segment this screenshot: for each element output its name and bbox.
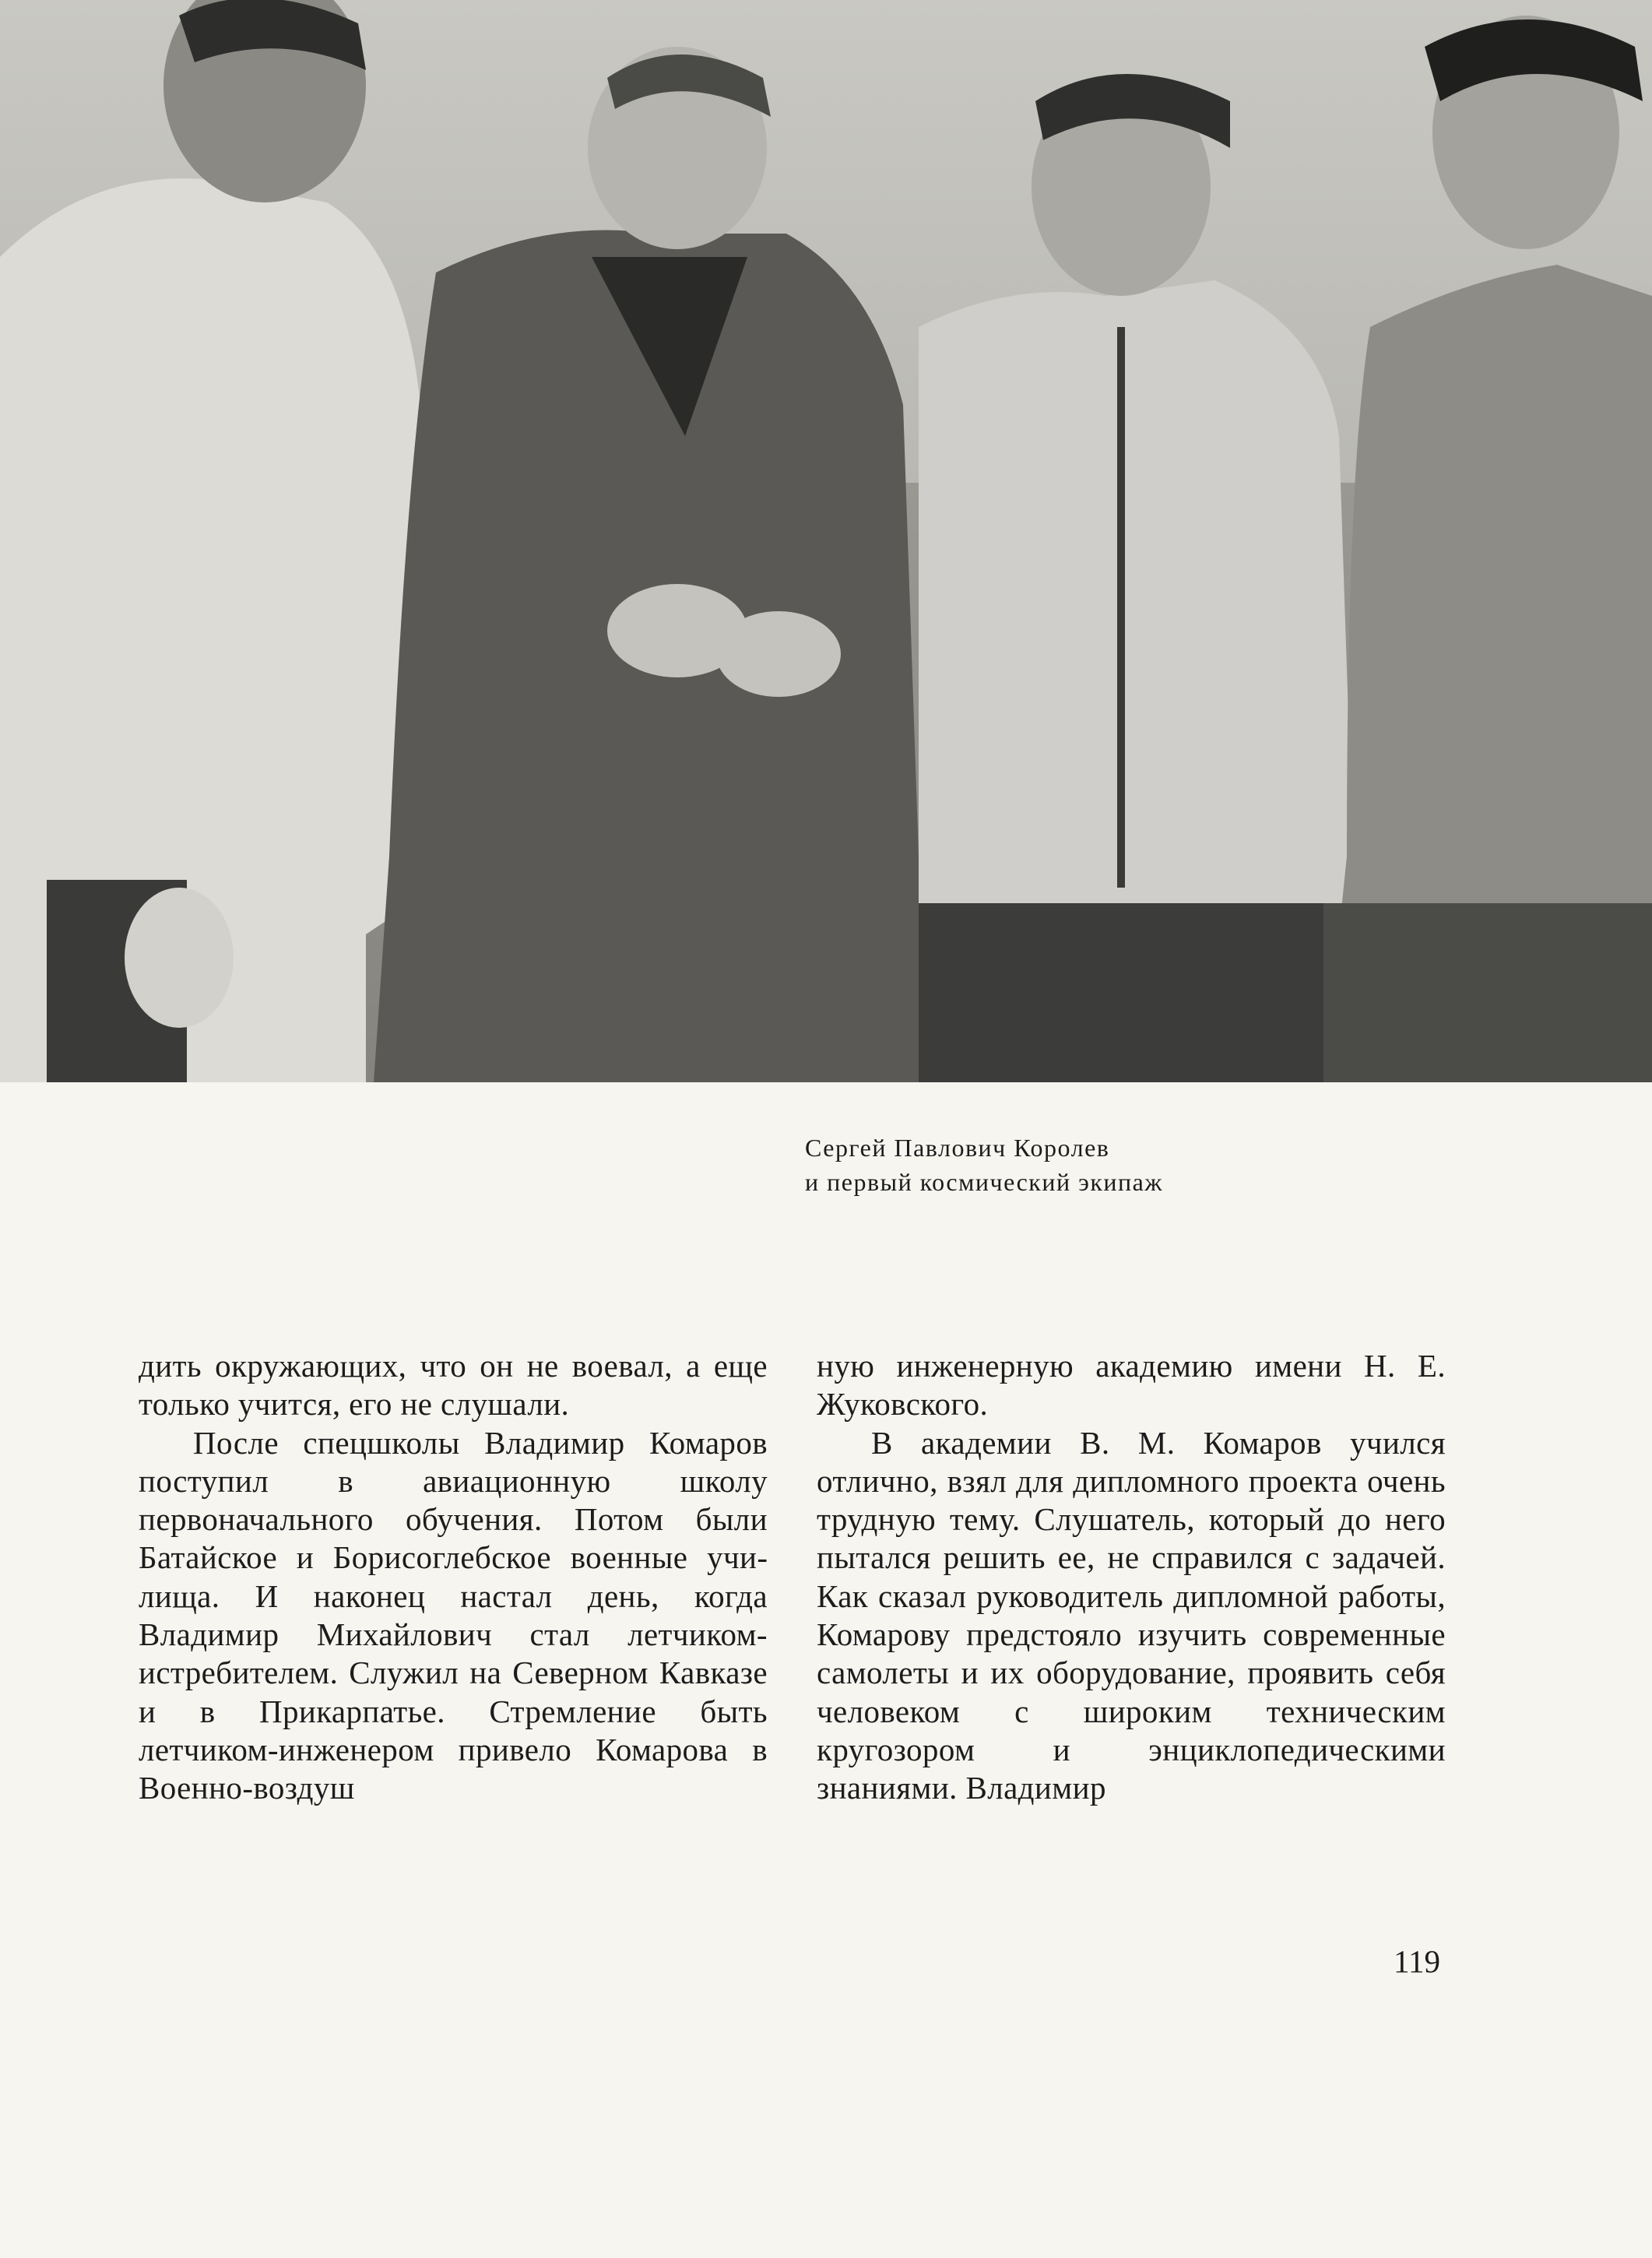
- page-number: 119: [1394, 1943, 1440, 1979]
- caption-line-2: и первый космический экипаж: [805, 1168, 1163, 1196]
- left-paragraph-2: После спецшколы Владимир Комаров поступил в авиационную школу первоначального обучения. Потом были Батайское и Борисоглебское военные училища. И наконец настал день, когда Владимир Михайлович стал летчиком-истребителем. Служил на Северном Кавказе и в Прикарпатье. Стремление быть летчиком-инженером привело Комарова в Военно-воздуш: [139, 1424, 768, 1806]
- right-text-column: [817, 1347, 1446, 1808]
- photograph: [0, 0, 1652, 1082]
- left-paragraph-1: дить окружающих, что он не воевал, а еще только учится, его не слушали.: [139, 1348, 768, 1423]
- photograph-figures: [0, 0, 1652, 1082]
- left-text-column: [139, 1347, 768, 1808]
- photo-caption: [805, 1131, 1397, 1199]
- right-paragraph-2: В академии В. М. Комаров учился отлично, взял для дипломного проекта очень трудную тему. Слушатель, который до него пытался решить ее, не справился с задачей. Как сказал руководитель дипломной работы, Комарову предстояло изучить современные самолеты и их оборудование, проявить себя человеком с широким техническим кругозором и энциклопедическими знаниями. Владимир: [817, 1424, 1446, 1806]
- right-paragraph-1: ную инженерную академию имени Н. Е. Жуковского.: [817, 1348, 1446, 1423]
- caption-line-1: Сергей Павлович Королев: [805, 1134, 1110, 1162]
